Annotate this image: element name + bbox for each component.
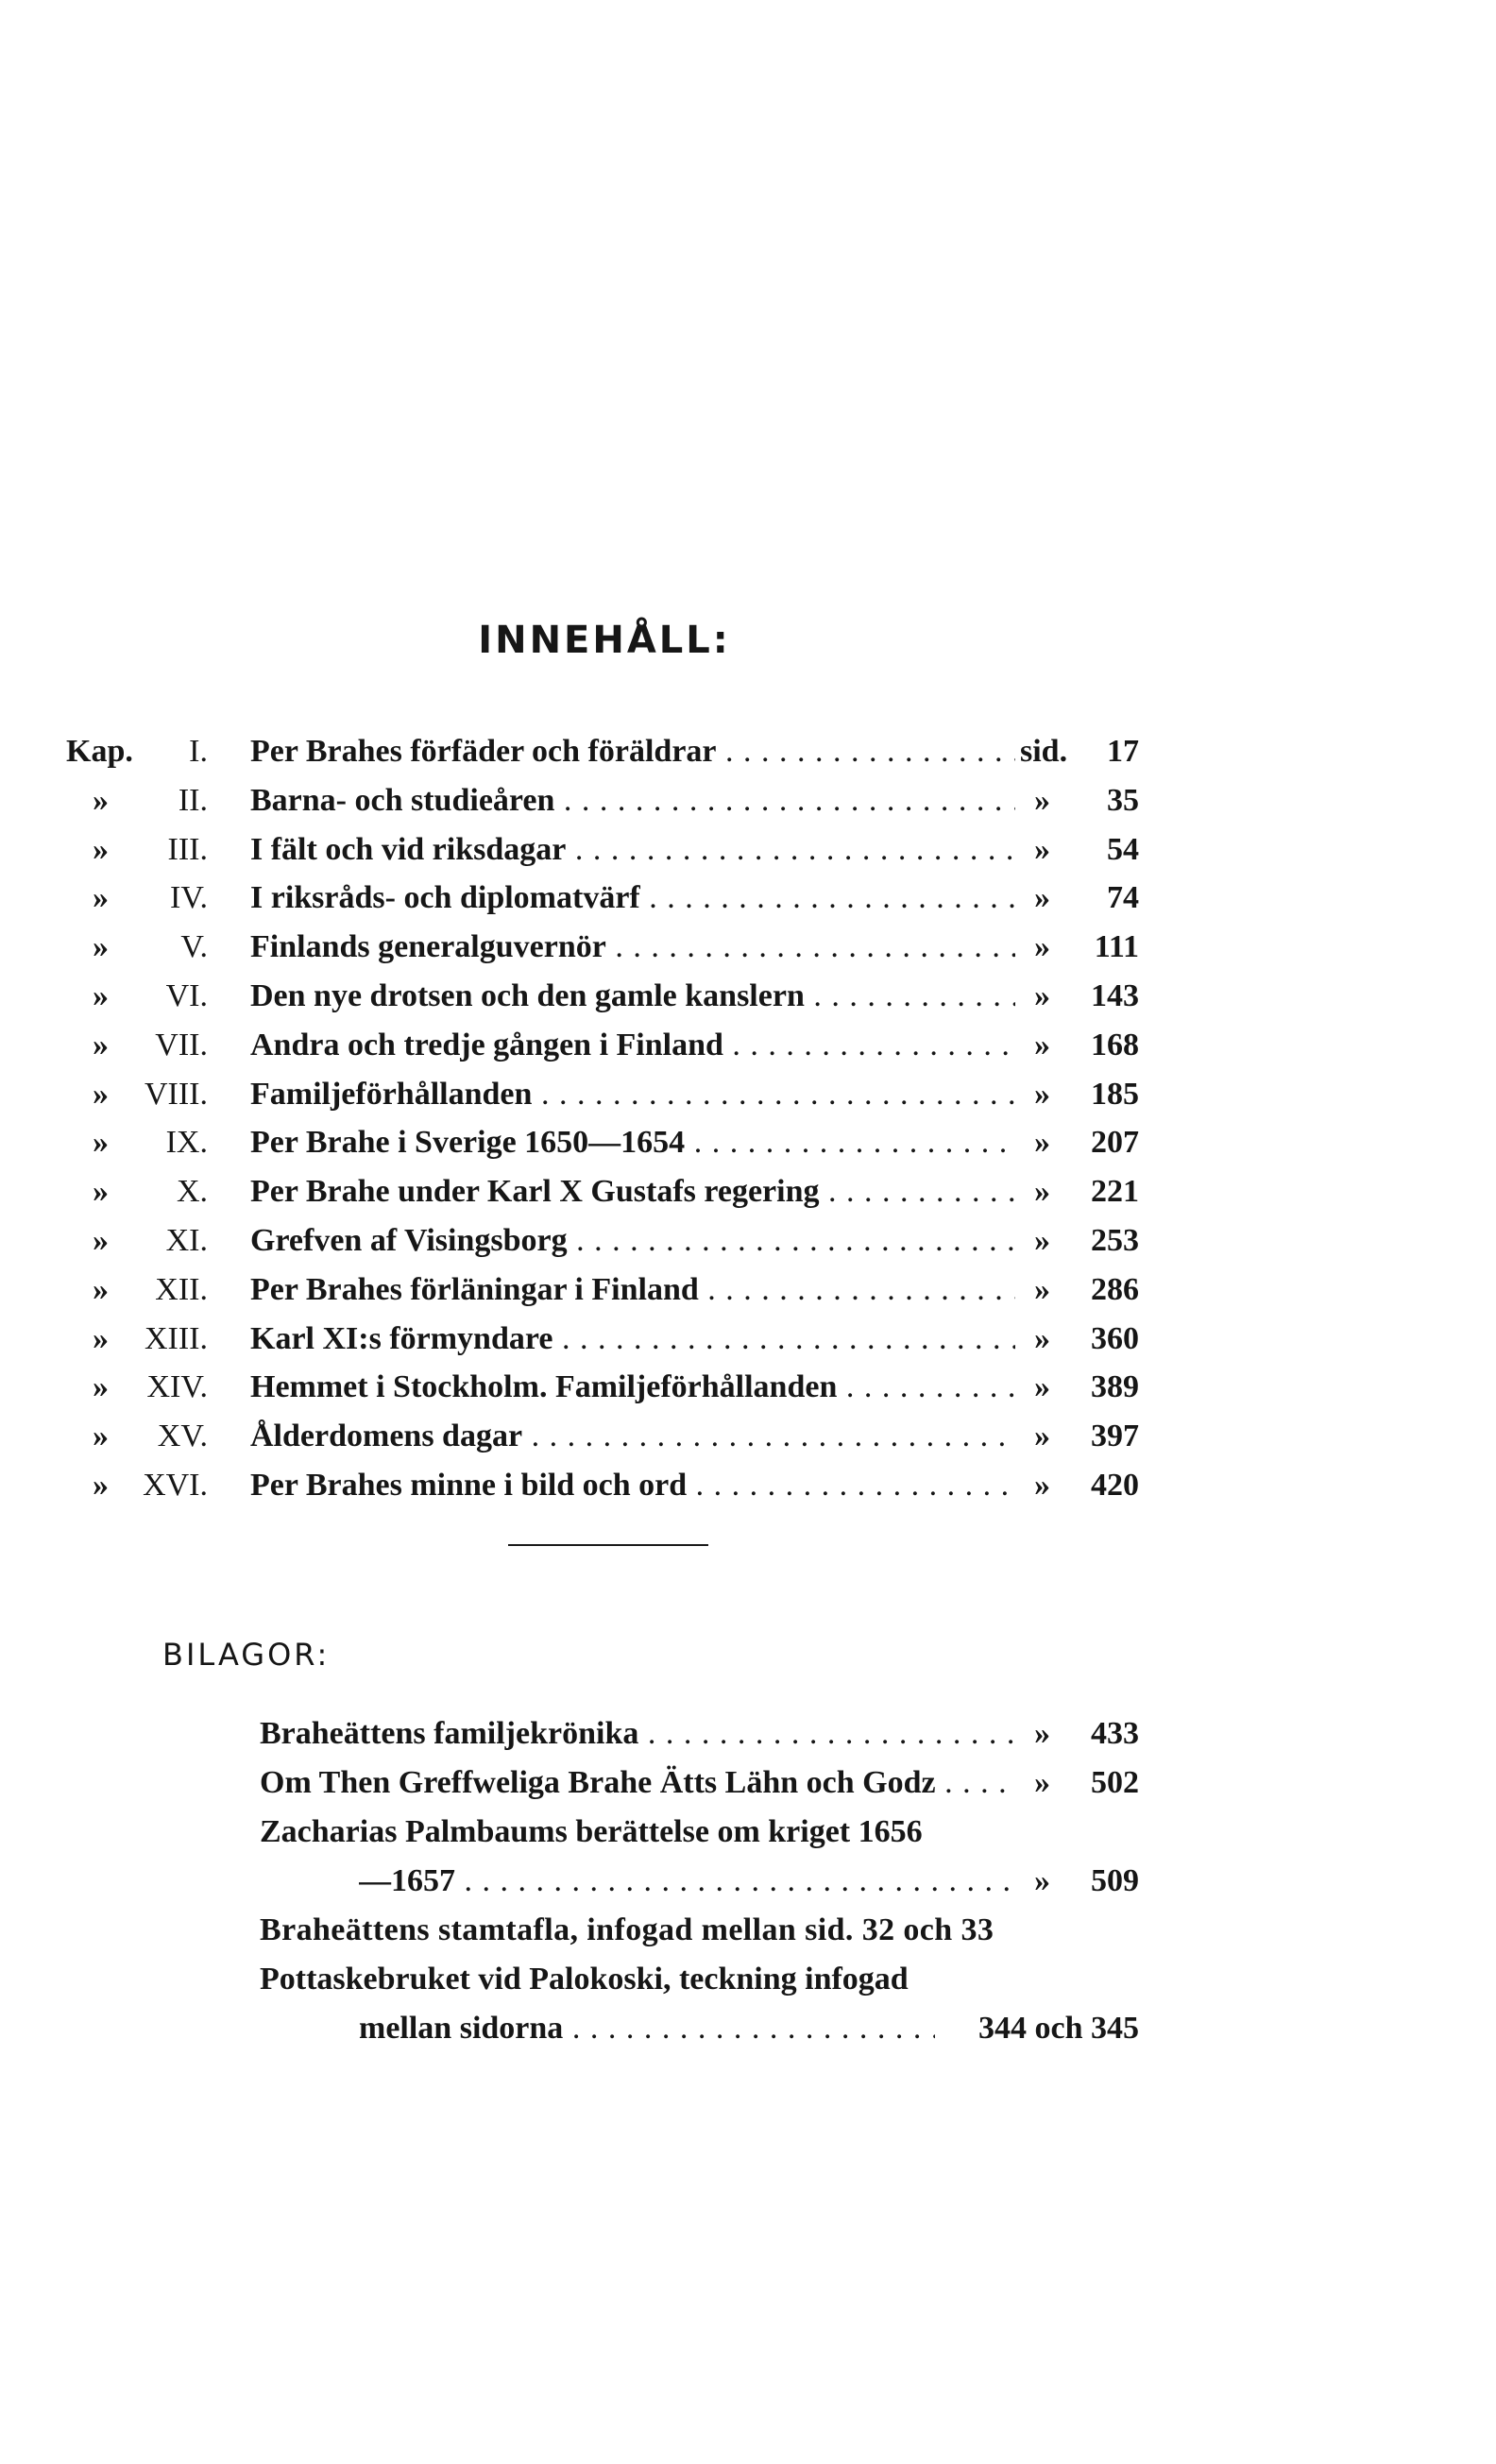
ditto-mark: » [93, 1076, 109, 1112]
section-divider [508, 1544, 708, 1546]
chapter-number: XIII. [144, 1320, 208, 1356]
ditto-mark: » [93, 782, 109, 818]
ditto-mark: » [1034, 831, 1050, 867]
chapter-number: III. [167, 831, 208, 867]
chapter-number: VI. [165, 978, 208, 1013]
chapter-page-number: 143 [1091, 978, 1139, 1013]
ditto-mark: » [1034, 1863, 1050, 1898]
bilagor-row [0, 1808, 1496, 1857]
bilagor-row [0, 1709, 1496, 1759]
ditto-mark: » [93, 1125, 109, 1161]
chapter-page-number: 389 [1091, 1369, 1139, 1405]
ditto-mark: » [1034, 929, 1050, 965]
toc-row [0, 1412, 1496, 1461]
chapter-title: Barna- och studieåren . . . [250, 776, 1015, 825]
ditto-mark: » [93, 1468, 109, 1503]
chapter-title: Per Brahes minne i bild och ord . . . [250, 1461, 1015, 1510]
chapter-page-number: 74 [1107, 880, 1139, 916]
ditto-mark: » [1034, 1320, 1050, 1356]
chapter-title: I fält och vid riksdagar . . . [250, 825, 1015, 875]
ditto-mark: » [1034, 1027, 1050, 1062]
toc-row [0, 1363, 1496, 1412]
chapter-page-number: 221 [1091, 1174, 1139, 1210]
ditto-mark: » [93, 978, 109, 1013]
bilagor-pottaske-text: Pottaskebruket vid Palokoski, teckning infogad [260, 1962, 909, 1997]
toc-row [0, 825, 1496, 875]
ditto-mark: » [93, 1320, 109, 1356]
bilagor-row [0, 1906, 1496, 1955]
chapter-title: Grefven af Visingsborg . . . [250, 1216, 1015, 1266]
toc-row [0, 874, 1496, 923]
sid-label: sid. [1020, 734, 1068, 769]
chapter-page-number: 168 [1091, 1027, 1139, 1062]
bilagor-row [0, 1857, 1496, 1906]
ditto-mark: » [1034, 1223, 1050, 1258]
chapter-page-number: 185 [1091, 1076, 1139, 1112]
chapter-number: VIII. [144, 1076, 208, 1112]
chapter-page-number: 286 [1091, 1271, 1139, 1307]
chapter-title: Per Brahe i Sverige 1650—1654 . . . [250, 1118, 1015, 1167]
ditto-mark: » [93, 1027, 109, 1062]
chapter-title: Per Brahes förläningar i Finland . . . [250, 1266, 1015, 1315]
chapter-title: Andra och tredje gången i Finland . . . [250, 1021, 1015, 1070]
chapter-number: XVI. [143, 1468, 208, 1503]
chapter-title: Ålderdomens dagar . . . [250, 1412, 1015, 1461]
chapter-title: Per Brahe under Karl X Gustafs regering . . . [250, 1167, 1015, 1216]
toc-row [0, 1167, 1496, 1216]
bilagor-row [0, 1759, 1496, 1808]
ditto-mark: » [1034, 1765, 1050, 1800]
toc-row [0, 1070, 1496, 1119]
ditto-mark: » [1034, 880, 1050, 916]
ditto-mark: » [93, 1271, 109, 1307]
ditto-mark: » [93, 1223, 109, 1258]
ditto-mark: » [93, 929, 109, 965]
ditto-mark: » [1034, 1076, 1050, 1112]
chapter-page-number: 17 [1107, 734, 1139, 769]
toc-row [0, 1461, 1496, 1510]
chapter-number: I. [189, 734, 208, 769]
chapter-page-number: 360 [1091, 1320, 1139, 1356]
chapter-page-number: 35 [1107, 782, 1139, 818]
ditto-mark: » [93, 880, 109, 916]
toc-row [0, 1315, 1496, 1364]
ditto-mark: » [1034, 1271, 1050, 1307]
chapter-page-number: 207 [1091, 1125, 1139, 1161]
ditto-mark: » [93, 1369, 109, 1405]
bilagor-title: Zacharias Palmbaums berättelse om kriget 1656 [260, 1814, 923, 1849]
ditto-mark: » [93, 831, 109, 867]
ditto-mark: » [1034, 1125, 1050, 1161]
bilagor-page-number: 502 [1091, 1765, 1139, 1800]
toc-row [0, 1266, 1496, 1315]
ditto-mark: » [93, 1419, 109, 1454]
bilagor-page-number: 509 [1091, 1863, 1139, 1898]
chapter-title: Per Brahes förfäder och föräldrar . . . [250, 727, 1015, 776]
bilagor-row [0, 1955, 1496, 2004]
bilagor-heading: BILAGOR: [162, 1637, 331, 1673]
toc-row [0, 1216, 1496, 1266]
toc-row [0, 1118, 1496, 1167]
bilagor-row [0, 2004, 1496, 2053]
ditto-mark: » [1034, 978, 1050, 1013]
ditto-mark: » [1034, 782, 1050, 818]
chapter-page-number: 54 [1107, 831, 1139, 867]
bilagor-title: Om Then Greffweliga Brahe Ätts Lähn och Godz . . . [260, 1759, 1015, 1808]
chapter-page-number: 397 [1091, 1419, 1139, 1454]
toc-row [0, 776, 1496, 825]
chapter-page-number: 253 [1091, 1223, 1139, 1258]
chapter-number: IV. [170, 880, 208, 916]
chapter-number: XIV. [146, 1369, 208, 1405]
chapter-number: V. [180, 929, 208, 965]
chapter-title: Den nye drotsen och den gamle kanslern . . . [250, 972, 1015, 1021]
bilagor-pottaske-pages: 344 och 345 [978, 2011, 1139, 2046]
chapter-number: VII. [155, 1027, 208, 1062]
ditto-mark: » [1034, 1468, 1050, 1503]
bilagor-stamtafla-text: Braheättens stamtafla, infogad mellan sid. 32 och 33 [260, 1912, 994, 1947]
chapter-title: Finlands generalguvernör . . . [250, 923, 1015, 972]
ditto-mark: » [1034, 1419, 1050, 1454]
chapter-number: XII. [155, 1271, 208, 1307]
chapter-page-number: 420 [1091, 1468, 1139, 1503]
chapter-title: Hemmet i Stockholm. Familjeförhållanden . . . [250, 1363, 1015, 1412]
chapter-title: Familjeförhållanden . . . [250, 1070, 1015, 1119]
chapter-number: IX. [165, 1125, 208, 1161]
toc-row [0, 923, 1496, 972]
ditto-mark: » [1034, 1174, 1050, 1210]
bilagor-title: Braheättens familjekrönika . . . [260, 1709, 1015, 1759]
toc-row [0, 1021, 1496, 1070]
ditto-mark: » [93, 1174, 109, 1210]
ditto-mark: » [1034, 1716, 1050, 1751]
toc-row [0, 727, 1496, 776]
chapter-number: XV. [157, 1419, 208, 1454]
page-title: INNEHÅLL: [478, 619, 731, 662]
kap-label: Kap. [66, 734, 133, 769]
bilagor-title: —1657 . . . [359, 1857, 1015, 1906]
chapter-number: XI. [165, 1223, 208, 1258]
bilagor-page-number: 433 [1091, 1716, 1139, 1751]
chapter-title: Karl XI:s förmyndare . . . [250, 1315, 1015, 1364]
chapter-page-number: 111 [1094, 929, 1139, 965]
chapter-number: II. [178, 782, 208, 818]
chapter-title: I riksråds- och diplomatvärf . . . [250, 874, 1015, 923]
toc-row [0, 972, 1496, 1021]
chapter-number: X. [176, 1174, 208, 1210]
bilagor-pottaske-continuation: mellan sidorna . . . [359, 2004, 935, 2053]
ditto-mark: » [1034, 1369, 1050, 1405]
